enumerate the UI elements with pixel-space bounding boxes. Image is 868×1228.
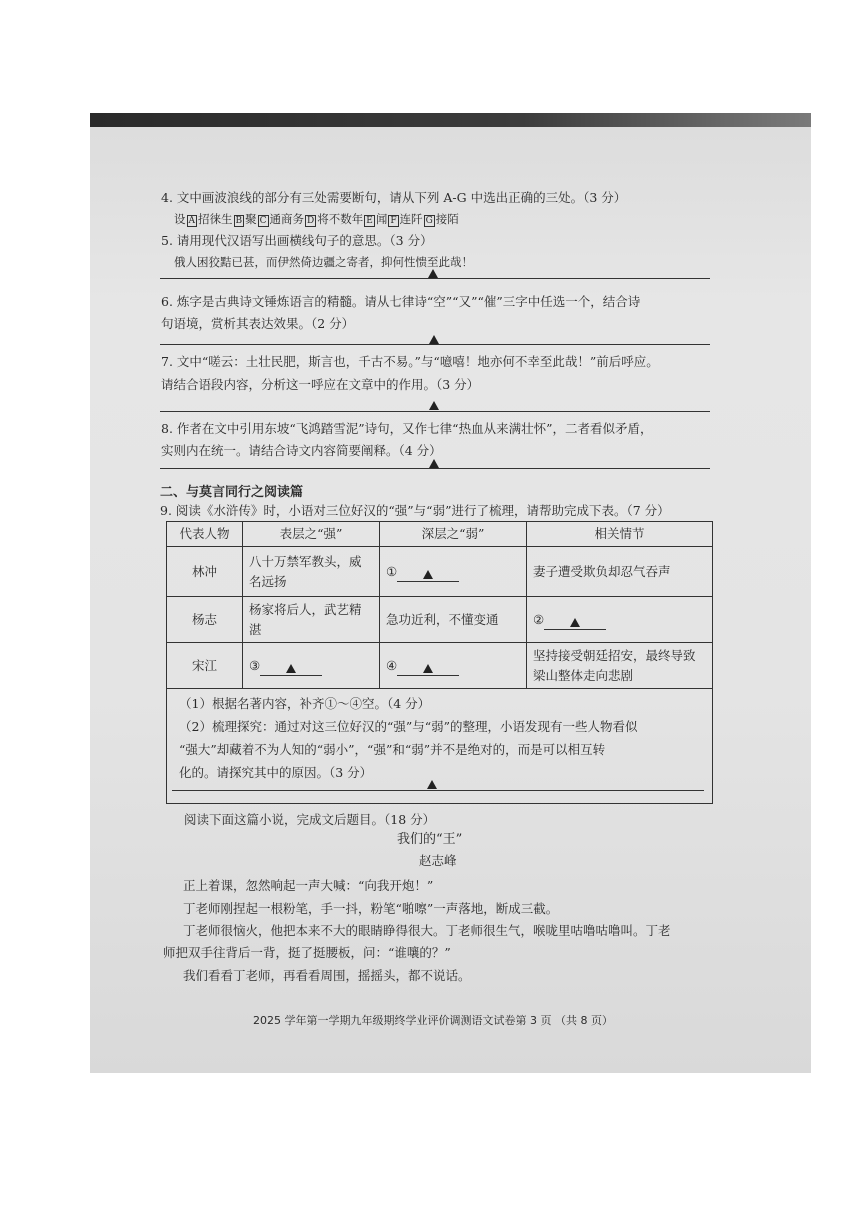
q9-table — [166, 521, 713, 804]
name-cell: 宋江 — [167, 643, 243, 689]
answer-marker-triangle — [429, 459, 439, 468]
answer-marker-triangle — [429, 401, 439, 410]
answer-line-q6[interactable] — [160, 344, 710, 345]
table-row — [167, 597, 713, 643]
paragraph: 我们看看丁老师，再看看周围，摇摇头，都不说话。 — [183, 968, 471, 983]
answer-marker-triangle — [427, 780, 437, 789]
name-cell: 林冲 — [167, 547, 243, 597]
strong-cell-blank[interactable]: ③ — [243, 643, 380, 689]
question-8-line1: 8. 作者在文中引用东坡“飞鸿踏雪泥”诗句，又作七律“热血从来满壮怀”，二者看似矛盾， — [161, 421, 653, 436]
paragraph: 丁老师刚捏起一根粉笔，手一抖，粉笔“啪嚓”一声落地，断成三截。 — [183, 901, 559, 916]
story-author: 赵志峰 — [419, 853, 457, 868]
question-7-line1: 7. 文中“嗟云：土壮民肥，斯言也，千古不易。”与“噫嘻！地亦何不幸至此哉！”前后呼应。 — [161, 354, 659, 369]
story-title: 我们的“王” — [397, 832, 463, 847]
question-5-quote: 俄人困狡黠已甚，而伊然倚边疆之寄者，抑何性愦至此哉！ — [174, 255, 473, 269]
header-cell: 相关情节 — [527, 522, 713, 547]
table-row — [167, 547, 713, 597]
plot-cell-blank[interactable]: ② — [527, 597, 713, 643]
name-cell: 杨志 — [167, 597, 243, 643]
table-header-row — [167, 522, 713, 547]
paragraph: 师把双手往背后一背，挺了挺腰板，问：“谁嚷的？” — [163, 945, 451, 960]
answer-marker-triangle — [428, 269, 438, 278]
reading-intro: 阅读下面这篇小说，完成文后题目。（18 分） — [184, 812, 436, 827]
header-cell: 代表人物 — [167, 522, 243, 547]
question-6-line1: 6. 炼字是古典诗文锤炼语言的精髓。请从七律诗“空”“又”“催”三字中任选一个，结合诗 — [161, 294, 641, 309]
question-5: 5. 请用现代汉语写出画横线句子的意思。（3 分） — [161, 233, 433, 248]
question-6-line2: 句语境，赏析其表达效果。（2 分） — [161, 316, 355, 331]
question-9: 9. 阅读《水浒传》时，小语对三位好汉的“强”与“弱”进行了梳理，请帮助完成下表。（7 分） — [160, 503, 670, 518]
answer-line-q5[interactable] — [160, 278, 710, 279]
header-cell: 表层之“强” — [243, 522, 380, 547]
weak-cell: 急功近利，不懂变通 — [380, 597, 527, 643]
table-row-subquestions — [167, 689, 713, 804]
subquestion-1: （1）根据名著内容，补齐①～④空。（4 分） — [179, 696, 431, 711]
answer-line-q9[interactable] — [172, 790, 704, 791]
question-4-options: 设 A 招徕生 B 聚 C 通商务 D 将不数年 E 闻 F 连阡 G 接陌 — [174, 212, 459, 226]
plot-cell: 坚持接受朝廷招安，最终导致梁山整体走向悲剧 — [527, 643, 713, 689]
header-cell: 深层之“弱” — [380, 522, 527, 547]
subquestion-2-line1: （2）梳理探究：通过对这三位好汉的“强”与“弱”的整理，小语发现有一些人物看似 — [179, 719, 638, 734]
subquestion-2-line2: “强大”却藏着不为人知的“弱小”，“强”和“弱”并不是绝对的，而是可以相互转 — [179, 742, 606, 757]
section-title: 二、与莫言同行之阅读篇 — [160, 485, 304, 500]
weak-cell-blank[interactable]: ① — [380, 547, 527, 597]
question-4: 4. 文中画波浪线的部分有三处需要断句，请从下列 A-G 中选出正确的三处。（3 分） — [161, 190, 627, 205]
answer-marker-triangle — [429, 335, 439, 344]
strong-cell: 杨家将后人，武艺精湛 — [243, 597, 380, 643]
weak-cell-blank[interactable]: ④ — [380, 643, 527, 689]
answer-line-q7[interactable] — [160, 411, 710, 412]
paragraph: 丁老师很恼火，他把本来不大的眼睛睁得很大。丁老师很生气，喉咙里咕噜咕噜叫。丁老 — [183, 923, 671, 938]
scan-top-edge — [90, 113, 811, 127]
question-7-line2: 请结合语段内容，分析这一呼应在文章中的作用。（3 分） — [161, 377, 480, 392]
question-8-line2: 实则内在统一。请结合诗文内容简要阐释。（4 分） — [161, 443, 442, 458]
table-row — [167, 643, 713, 689]
strong-cell: 八十万禁军教头，威名远扬 — [243, 547, 380, 597]
answer-line-q8[interactable] — [160, 468, 710, 469]
plot-cell: 妻子遭受欺负却忍气吞声 — [527, 547, 713, 597]
page-footer: 2025 学年第一学期九年级期终学业评价调测语文试卷第 3 页 （共 8 页） — [253, 1014, 613, 1027]
subquestion-2-line3: 化的。请探究其中的原因。（3 分） — [179, 765, 373, 780]
paragraph: 正上着课，忽然响起一声大喊：“向我开炮！” — [183, 878, 434, 893]
